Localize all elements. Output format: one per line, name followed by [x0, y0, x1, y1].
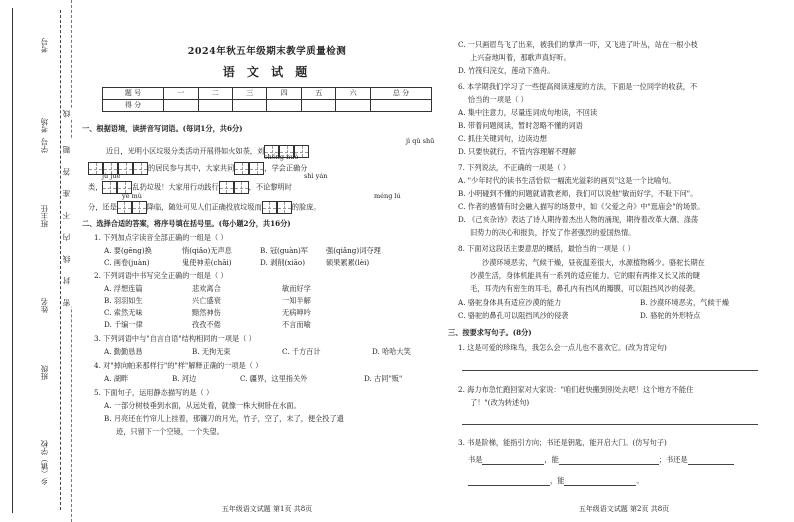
blank-field[interactable]: [468, 485, 550, 486]
q1-option-d1: D. 剥削(xiāo): [260, 258, 306, 267]
score-input[interactable]: [267, 100, 301, 112]
q1-option-b2: 强(qiǎng)词夺理: [326, 246, 381, 255]
binding-class-teacher: 班主任: [40, 205, 49, 228]
write-box[interactable]: [88, 162, 103, 175]
q5-option-c-cont: 上兴奋地叫着，那歌声真好听。: [470, 53, 571, 62]
question-2: 2. 下列词语中书写完全正确的一组是（ ）: [94, 271, 228, 280]
passage-text: 的居民参与其中，大家共同: [148, 163, 235, 173]
score-table: [102, 87, 432, 112]
q2-option-c1: C. 索然无味: [104, 308, 143, 317]
score-cell: 五: [301, 88, 335, 100]
question-3: 3. 下列词语中与"自言自语"结构相同的一项是（ ）: [94, 334, 256, 343]
q6-option-d: D. 只要快就行，不管内容理解不理解: [458, 147, 576, 156]
passage-text: 分，还是: [88, 202, 117, 212]
score-input[interactable]: [198, 100, 232, 112]
q5-option-b: B. 月亮还在竹帘儿上挂着，那镰刀的月光，竹子，空了，末了，便全投了遗: [104, 414, 344, 423]
q2-option-a3: 敏而好学: [282, 284, 311, 293]
question-8: 8. 下面对这段话主要意思的概括，最恰当的一项是（ ）: [458, 244, 635, 253]
q2-option-a1: A. 浮想连篇: [104, 284, 143, 293]
passage-line-4: [88, 201, 458, 214]
binding-margin: [0, 0, 72, 522]
exam-title: 2024年秋五年级期末教学质量检测: [187, 46, 347, 57]
score-cell: 总 分: [370, 88, 431, 100]
passage-text: 类，: [88, 182, 103, 192]
writing-question-2-cont: 了！"(改为转述句): [470, 398, 530, 407]
score-input[interactable]: [164, 100, 198, 112]
section-2-heading: 二、选择合适的答案，将序号填在括号里。(每小题2分，共16分): [82, 219, 291, 228]
q2-option-c3: 无病呻吟: [282, 308, 311, 317]
q1-option-d2: 硕果累累(lèi): [326, 258, 370, 267]
question-7: 7. 下列说法，不正确的一项是（ ）: [458, 163, 571, 172]
binding-rule-left: [12, 8, 13, 513]
section-1-heading: 一、根据语境，读拼音写词语。(每词1分，共6分): [82, 124, 243, 133]
score-cell: 二: [198, 88, 232, 100]
q4-option-a: A. 湖畔: [104, 374, 129, 383]
writing-question-3: 3. 书是阶梯，能指引方向；书还是钥匙，能开启大门。(仿写句子): [458, 438, 667, 447]
q2-option-d1: D. 千编一律: [104, 320, 143, 329]
pinyin-jujue: jù jué: [102, 172, 121, 180]
q7-option-d: D. 《己亥杂诗》表达了诗人期待着杰出人物的涌现，期待着改革大潮、涤荡: [458, 215, 699, 224]
q5-option-b-cont: 迹，只留下一个空镜，一个失望。: [116, 427, 224, 436]
binding-exam-room: 考场: [40, 118, 49, 133]
imitation-text: 书是: [468, 455, 483, 464]
q2-option-c2: 黯然神伤: [192, 308, 221, 317]
score-input[interactable]: [301, 100, 335, 112]
exam-subtitle: 语 文 试 题: [222, 65, 312, 79]
q1-option-a2: 悄(qiǎo)无声息: [182, 246, 232, 255]
imitation-text: ；书还是: [658, 455, 688, 464]
writing-question-1: 1. 这是可爱的珍珠鸟，我怎么会一点儿也不喜欢它。(改为肯定句): [458, 343, 667, 352]
score-cell: 题 号: [103, 88, 164, 100]
q5-option-d: D. 竹筏归浣女，莲动下渔舟。: [458, 66, 555, 75]
q1-option-c1: C. 画卷(juàn): [104, 258, 150, 267]
q7-option-b: B. 小明碰到不懂的问题就请教老师，我们可以说他"敏而好学，不耻下问"。: [458, 189, 698, 198]
binding-exam-no: 考号: [40, 38, 49, 53]
section-3-heading: 三、按要求写句子。(8分): [448, 328, 532, 337]
q4-option-b: B. 河边: [172, 374, 197, 383]
q6-option-c: C. 抓住关键词句，边读边想: [458, 134, 547, 143]
blank-field[interactable]: [564, 485, 636, 486]
answer-line-2[interactable]: [462, 424, 758, 425]
score-input[interactable]: [370, 100, 431, 112]
q6-option-b: B. 带着问题阅读，暂时忽略不懂的词语: [458, 121, 583, 130]
q7-option-d-cont: 旧势力的决心和报负，抒发了作者强烈的爱国热情。: [470, 228, 636, 237]
q8-passage-line: 沙漠生活，身体机能具有一系列的适应能力。它的眼有两排又长又浓的睫: [470, 271, 701, 280]
imitation-text: ，能: [550, 476, 565, 485]
pinyin-menglu: méng lú: [374, 192, 401, 200]
score-table-header-row: [103, 88, 432, 100]
q8-passage-line: 沙漠环境恶劣，气候干燥，昼夜温差很大，水源植物稀少。骆驼长期在: [482, 258, 705, 267]
answer-line-1[interactable]: [462, 370, 758, 371]
question-1: 1. 下列加点字读音全部正确的一组是（ ）: [94, 233, 228, 242]
imitation-text: ，能: [544, 455, 559, 464]
passage-text: ，学会正确分: [264, 163, 308, 173]
q4-option-c: C. 疆界，这里指关外: [240, 374, 308, 383]
score-input[interactable]: [336, 100, 370, 112]
binding-seal-text: 密 封 线 内 不 准 答 题: [62, 140, 71, 307]
passage-text: 的脸庞。: [291, 202, 321, 212]
q3-option-a: A. 勤勤恳恳: [104, 347, 143, 356]
binding-line-word: 线: [62, 110, 71, 118]
q3-option-d: D. 哈哈大笑: [372, 347, 411, 356]
q4-option-d: D. 古同"贩": [364, 374, 403, 383]
score-cell: 得 分: [103, 100, 164, 112]
passage-text: ，不论黎明时: [248, 182, 292, 192]
q1-option-b1: B. 冠(guàn)军: [260, 246, 308, 255]
score-cell: 三: [232, 88, 266, 100]
passage-text: 降临，随处可见人们正确投放垃圾而: [146, 202, 262, 212]
q1-option-c2: 鬼使神差(chāi): [182, 258, 232, 267]
imitation-line-1: [468, 455, 794, 465]
blank-field[interactable]: [482, 464, 544, 465]
q7-option-a: A. "少年时代的读书生活恰似一幅流光溢彩的画页"这是一个比喻句。: [458, 176, 676, 185]
page-1: [82, 0, 452, 522]
q7-option-c: C. 作者的感情有时会融入描写的场景中，如《父爱之舟》中"逛庙会"的场景。: [458, 202, 705, 211]
write-box[interactable]: [277, 201, 292, 214]
q5-option-c: C. 一只画眉鸟飞了出来，被我们的掌声一吓，又飞进了叶丛，站在一根小枝: [458, 40, 698, 49]
pinyin-qu: qǔ: [412, 137, 421, 145]
imitation-line-2: [468, 476, 794, 486]
question-5: 5. 下面句子，运用静态描写的是（ ）: [94, 388, 214, 397]
writing-question-2: 2. 海力布急忙跑回家对大家说："咱们赶快搬到别处去吧！这个地方不能住: [458, 385, 694, 394]
question-4: 4. 对"掉向帕来那样行"的"样"解释正确的一项是（ ）: [94, 361, 263, 370]
write-box[interactable]: [132, 201, 147, 214]
pinyin-chengnuo: chéng nuò: [264, 153, 299, 161]
question-6: 6. 本学期我们学习了一些提高阅读速度的方法，下面是一位同学的收获，不: [458, 82, 698, 91]
q3-option-b: B. 无拘无束: [192, 347, 231, 356]
score-input[interactable]: [232, 100, 266, 112]
blank-field[interactable]: [559, 464, 659, 465]
q8-passage-line: 毛，耳壳内有密生的耳毛，鼻孔内有挡风的瓣膜，可以阻挡风沙的侵袭。: [470, 284, 701, 293]
binding-class: 班级: [40, 365, 49, 380]
passage-text: 乱扔垃圾！大家用行动践行: [132, 182, 219, 192]
seal-cut-line: [60, 10, 61, 510]
score-cell: 一: [164, 88, 198, 100]
q2-option-a2: 悲欢离合: [192, 284, 221, 293]
page-footer: 五年级语文试题 第1页 共8页: [221, 505, 313, 513]
passage-text: 近日，光明小区垃圾分类活动开展得如火如荼，刘: [106, 146, 265, 156]
q2-option-b3: 一知半解: [282, 296, 311, 305]
binding-name: 姓名: [40, 298, 49, 313]
binding-school: 乡（镇）学校: [40, 440, 49, 485]
q2-option-b1: B. 羽羽如生: [104, 296, 143, 305]
q5-option-a: A. 一部分树枝垂到水面，从远处看，就像一株大树卧在水面。: [104, 401, 301, 410]
write-box[interactable]: [102, 181, 117, 194]
q8-option-c: C. 骆驼的鼻孔可以阻挡风沙的侵袭: [458, 311, 569, 320]
write-box[interactable]: [117, 201, 132, 214]
page-2: [448, 0, 790, 522]
binding-seat: 学号: [40, 138, 49, 153]
score-table-score-row: [103, 100, 432, 112]
q3-option-c: C. 千方百计: [282, 347, 321, 356]
question-6-cont: 恰当的一项是（ ）: [468, 95, 528, 104]
q8-option-a: A. 骆驼身体具有适应沙漠的能力: [458, 298, 562, 307]
write-box[interactable]: [262, 201, 277, 214]
q1-option-a1: A. 要(gēng)换: [104, 246, 152, 255]
blank-field[interactable]: [688, 464, 734, 465]
q2-option-b2: 兴亡盛衰: [192, 296, 221, 305]
pinyin-ji: jì: [406, 137, 411, 145]
q2-option-d2: 孜孜不倦: [192, 320, 221, 329]
page-footer: 五年级语文试题 第2页 共8页: [578, 505, 670, 513]
q6-option-a: A. 集中注意力，尽量连词成句地读，不回读: [458, 108, 598, 117]
q2-option-d3: 不言而喻: [282, 320, 311, 329]
pinyin-shu: shū: [422, 137, 435, 145]
imitation-text: 。: [636, 476, 644, 485]
pinyin-yemu: yè mù: [122, 192, 142, 200]
score-cell: 四: [267, 88, 301, 100]
pinyin-shiyan: shì yán: [304, 172, 328, 180]
q8-option-d: D. 骆驼的外形特点: [640, 311, 701, 320]
q8-option-b: B. 沙漠环境恶劣，气候干燥: [640, 298, 729, 307]
score-cell: 六: [336, 88, 370, 100]
